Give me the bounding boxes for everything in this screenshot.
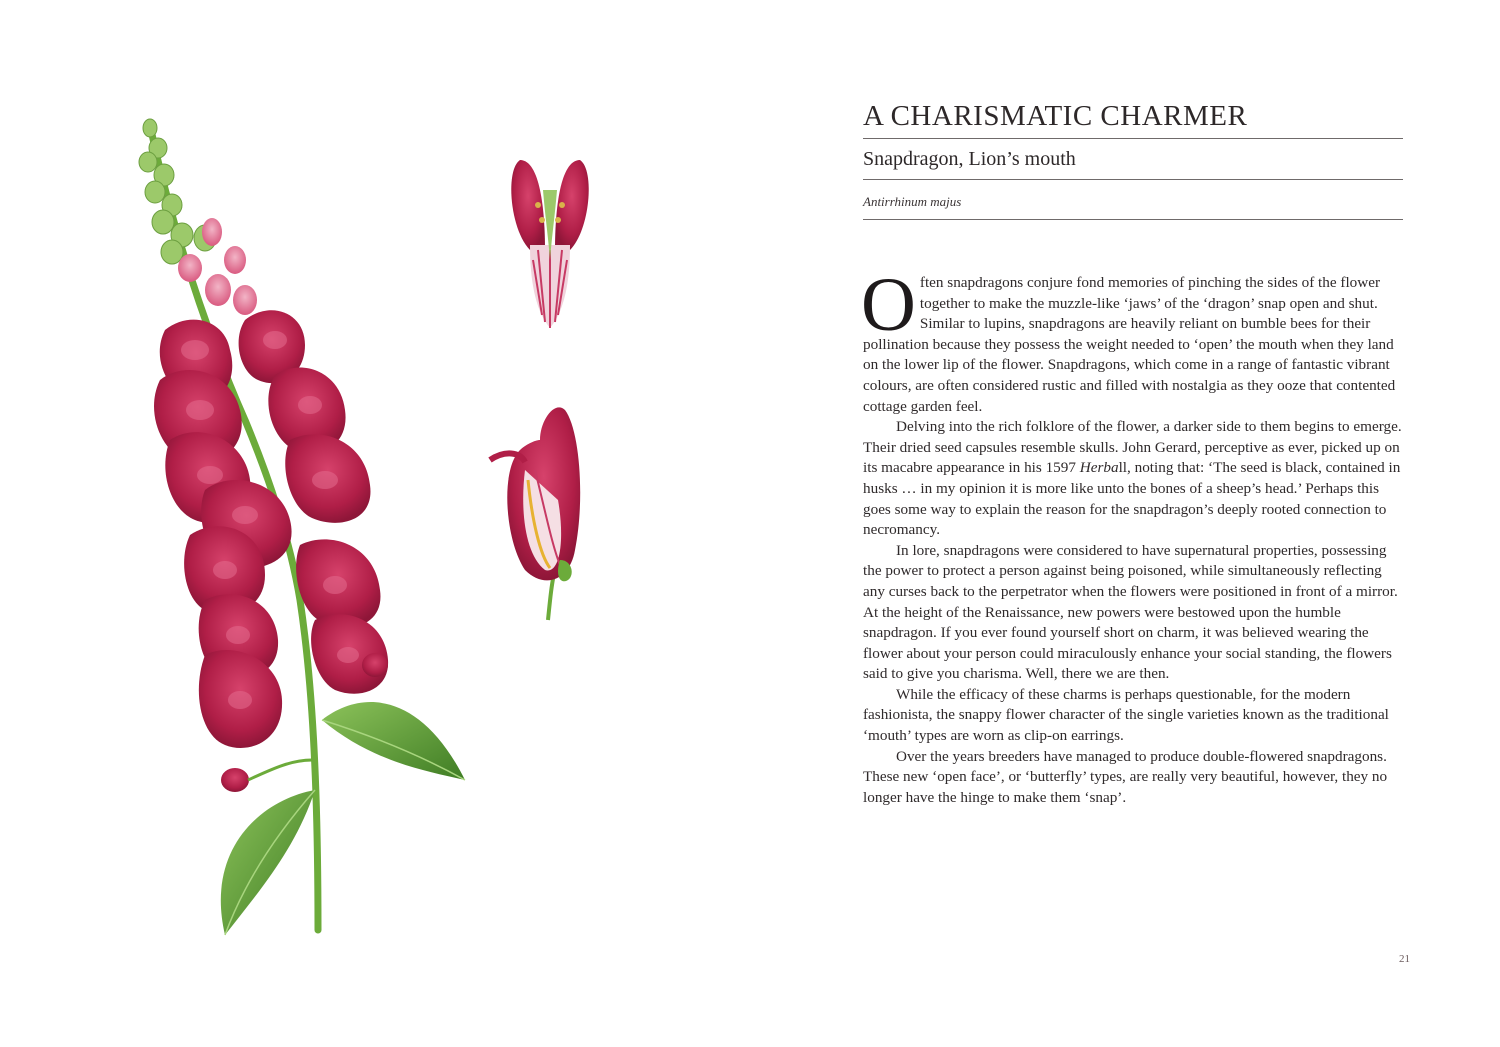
page-number: 21 bbox=[1399, 953, 1410, 965]
paragraph-2-text-a: Delving into the rich folklore of the flower, a darker side to them begins to emerge. Their dried seed capsules resemble skulls. John Gerard, perceptive as ever, picked up on its macabre appearance in his 1597 bbox=[863, 418, 1402, 477]
leaf-left bbox=[221, 790, 315, 935]
book-title: Herba bbox=[1079, 459, 1119, 477]
paragraph-2 bbox=[863, 417, 1403, 541]
divider bbox=[863, 219, 1403, 220]
paragraph-1 bbox=[861, 263, 1403, 417]
divider bbox=[863, 138, 1403, 139]
lower-bud bbox=[221, 768, 249, 792]
flower-blooms bbox=[154, 310, 388, 748]
paragraph-1-text: ften snapdragons conjure fond memories of pinching the sides of the flower together to make the muzzle-like ‘jaws’ of the ‘dragon’ snap open and shut. Similar to lupins, snapdragons are heavily reliant on bumble bees for their pollination because they possess the weight needed to ‘open’ the mouth when they land on the lower lip of the flower. Snapdragons, which come in a range of fantastic vibrant colours, are often considered rustic and filled with nostalgia as they ooze that contented cottage garden feel. bbox=[863, 274, 1396, 415]
paragraph-4: While the efficacy of these charms is perhaps questionable, for the modern fashionista, the snappy flower character of the single varieties known as the traditional ‘mouth’ types are worn as clip-on earrings. bbox=[863, 685, 1389, 745]
common-names: Snapdragon, Lion’s mouth bbox=[863, 148, 1076, 170]
drop-cap: O bbox=[861, 263, 916, 347]
body-text bbox=[861, 263, 1403, 808]
paragraph-2-text-b: ll, noting that: ‘The seed is black, contained in husks … in my opinion it is more like unto the bones of a sheep’s head.’ Perhaps this goes some way to explain the reason for the snapdragon’s deeply rooted connection to necromancy. bbox=[863, 459, 1401, 539]
right-page bbox=[750, 0, 1500, 1047]
paragraph-3: In lore, snapdragons were considered to have supernatural properties, possessing the power to protect a person against being poisoned, while simultaneously reflecting any curses back to the perpetrator when the flowers were positioned in front of a mirror. At the height of the Renaissance, new powers were bestowed upon the humble snapdragon. If you ever found yourself short on charm, it was believed wearing the flower about your person could miraculously enhance your social standing, the flowers said to give you charisma. Well, there we are then. bbox=[863, 541, 1398, 683]
latin-name: Antirrhinum majus bbox=[863, 194, 962, 209]
flower-dissection-front bbox=[511, 160, 588, 328]
flower-dissection-side bbox=[490, 407, 580, 620]
paragraph-5: Over the years breeders have managed to produce double-flowered snapdragons. These new ‘open face’, or ‘butterfly’ types, are really very beautiful, however, they no longer have the hinge to make them ‘snap’. bbox=[863, 747, 1388, 806]
page-title: A CHARISMATIC CHARMER bbox=[863, 100, 1248, 132]
divider bbox=[863, 179, 1403, 180]
